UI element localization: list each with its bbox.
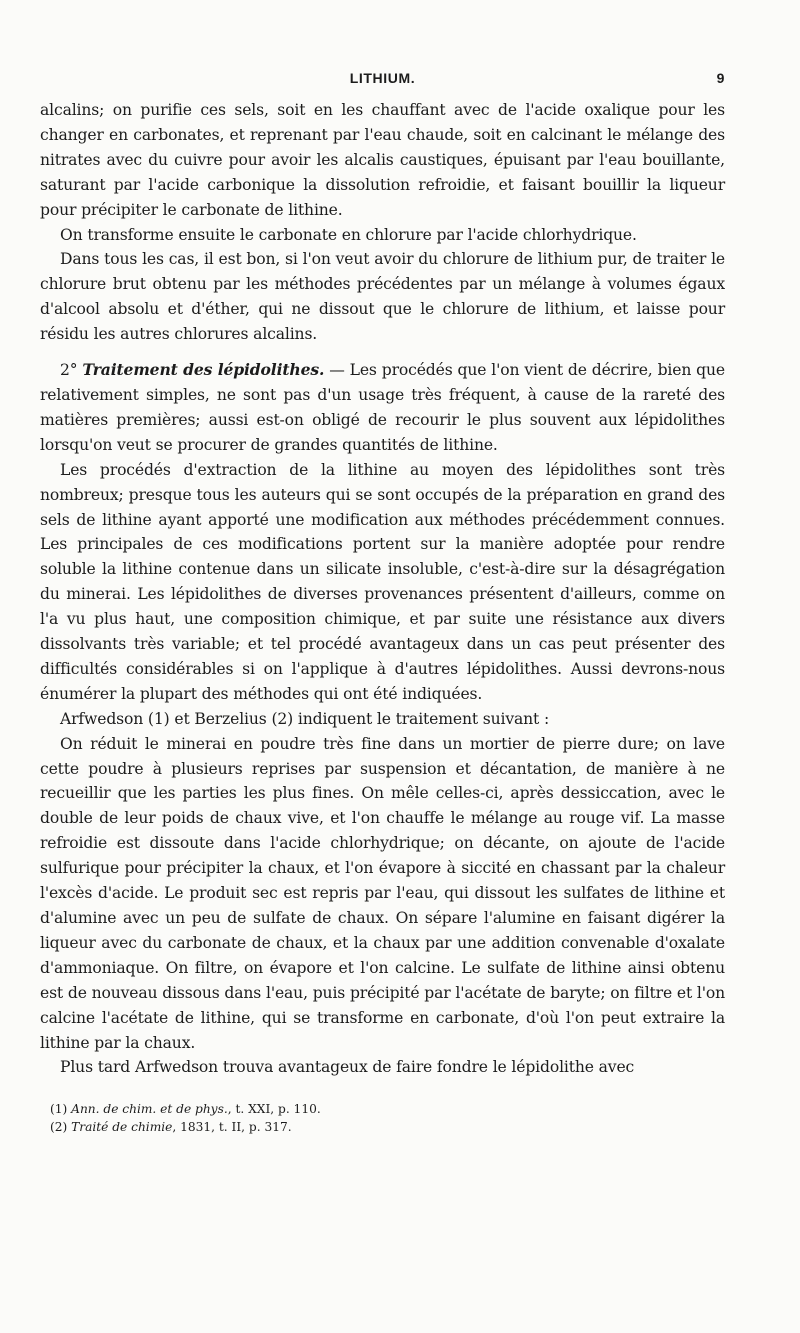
- chapter-title: LITHIUM.: [349, 70, 416, 86]
- section-lepidolithes: [40, 358, 725, 458]
- paragraph-1: alcalins; on purifie ces sels, soit en les chauffant avec de l'acide oxalique pour les changer en carbonates, et reprenant par l'eau chaude, soit en calcinant le mélange des nitrates avec du cuivre pour avoir les alcalis caustiques, épuisant par l'eau bouillante, saturant par l'acide carbonique la dissolution refroidie, et faisant bouillir la liqueur pour précipiter le carbonate de lithine.: [40, 101, 725, 219]
- page-number: 9: [716, 70, 725, 86]
- paragraph-6: Arfwedson (1) et Berzelius (2) indiquent le traitement suivant :: [60, 709, 550, 728]
- section-text: — Les procédés que l'on vient de décrire, bien que relativement simples, ne sont pas d'un usage très fréquent, à cause de la rareté des matières premières; aussi est-on obligé de recourir le plus souvent aux lépidolithes lorsqu'on veut se procurer de grandes quantités de lithine.: [40, 361, 725, 454]
- footnote-source: Traité de chimie: [71, 1120, 173, 1135]
- paragraph-8: Plus tard Arfwedson trouva avantageux de faire fondre le lépidolithe avec: [60, 1058, 635, 1077]
- footnote-ref: , 1831, t. II, p. 317.: [172, 1120, 292, 1135]
- body-text: [40, 98, 725, 1080]
- paragraph-7: On réduit le minerai en poudre très fine dans un mortier de pierre dure; on lave cette poudre à plusieurs reprises par suspension et décantation, de manière à ne recueillir que les parties les plus fines. On mêle celles-ci, après dessiccation, avec le double de leur poids de chaux vive, et l'on chauffe le mélange au rouge vif. La masse refroidie est dissoute dans l'acide chlorhydrique; on décante, on ajoute de l'acide sulfurique pour précipiter la chaux, et l'on évapore à siccité en chassant par la chaleur l'excès d'acide. Le produit sec est repris par l'eau, qui dissout les sulfates de lithine et d'alumine avec un peu de sulfate de chaux. On sépare l'alumine en faisant digérer la liqueur avec du carbonate de chaux, et la chaux par une addition convenable d'oxalate d'ammoniaque. On filtre, on évapore et l'on calcine. Le sulfate de lithine ainsi obtenu est de nouveau dissous dans l'eau, puis précipité par l'acétate de baryte; on filtre et l'on calcine l'acétate de lithine, qui se transforme en carbonate, d'où l'on peut extraire la lithine par la chaux.: [40, 734, 725, 1052]
- footnote-marker: (2): [50, 1120, 68, 1135]
- paragraph-5: Les procédés d'extraction de la lithine au moyen des lépidolithes sont très nombreux; presque tous les auteurs qui se sont occupés de la préparation en grand des sels de lithine ayant apporté une modification aux méthodes précédemment connues. Les principales de ces modifications portent sur la manière adoptée pour rendre soluble la lithine contenue dans un silicate insoluble, c'est-à-dire sur la désagrégation du minerai. Les lépidolithes de diverses provenances présentent d'ailleurs, comme on l'a vu plus haut, une composition chimique, et par suite une résistance aux divers dissolvants très variable; et tel procédé avantageux dans un cas peut présenter des difficultés considérables si on l'applique à d'autres lépidolithes. Aussi devrons-nous énumérer la plupart des méthodes qui ont été indiquées.: [40, 460, 725, 703]
- paragraph-2: On transforme ensuite le carbonate en chlorure par l'acide chlorhydrique.: [60, 225, 637, 244]
- paragraph-3: Dans tous les cas, il est bon, si l'on veut avoir du chlorure de lithium pur, de traiter le chlorure brut obtenu par les méthodes précédentes par un mélange à volumes égaux d'alcool absolu et d'éther, qui ne dissout que le chlorure de lithium, et laisse pour résidu les autres chlorures alcalins.: [40, 250, 725, 344]
- footnote-1: [40, 1100, 725, 1118]
- section-number: 2°: [60, 361, 78, 380]
- footnote-ref: , t. XXI, p. 110.: [227, 1102, 321, 1117]
- running-head: [40, 70, 725, 98]
- footnote-source: Ann. de chim. et de phys.: [71, 1102, 228, 1117]
- footnote-marker: (1): [50, 1102, 68, 1117]
- footnote-2: [40, 1118, 725, 1136]
- footnotes: [40, 1100, 725, 1136]
- section-heading: Traitement des lépidolithes.: [82, 360, 325, 380]
